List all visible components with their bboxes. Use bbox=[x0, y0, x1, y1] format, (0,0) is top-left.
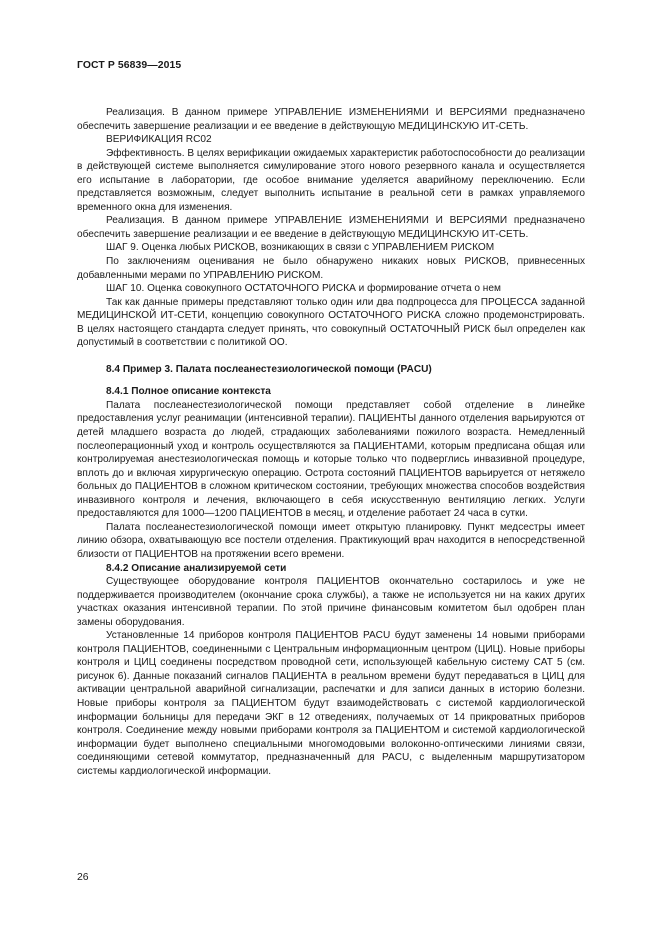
section-8-4-2-heading: 8.4.2 Описание анализируемой сети bbox=[106, 562, 287, 574]
section-8-4-heading: 8.4 Пример 3. Палата послеанестезиологической помощи (PACU) bbox=[106, 363, 432, 375]
paragraph-step-10: Так как данные примеры представляют только один или два подпроцесса для ПРОЦЕССА заданной МЕДИЦИНСКОЙ ИТ-СЕТИ, концепцию совокупного ОСТАТОЧНОГО РИСКА сложно продемонстрировать. В целях настоящего стандарта следует принять, что совокупный ОСТАТОЧНЫЙ РИСК был определен как допустимый в соответствии с политикой ОО. bbox=[77, 296, 585, 349]
paragraph-context-2: Палата послеанестезиологической помощи имеет открытую планировку. Пункт медсестры имеет линию обзора, охватывающую все постели отделения. Практикующий врач находится в непосредственной близости от ПАЦИЕНТОВ на протяжении всего времени. bbox=[77, 521, 585, 560]
step-10-heading: ШАГ 10. Оценка совокупного ОСТАТОЧНОГО РИСКА и формирование отчета о нем bbox=[106, 283, 501, 295]
paragraph-implementation-1: Реализация. В данном примере УПРАВЛЕНИЕ ИЗМЕНЕНИЯМИ И ВЕРСИЯМИ предназначено обеспечить завершение реализации и ее введение в действующую МЕДИЦИНСКУЮ ИТ-СЕТЬ. bbox=[77, 107, 585, 132]
step-9-heading: ШАГ 9. Оценка любых РИСКОВ, возникающих в связи с УПРАВЛЕНИЕМ РИСКОМ bbox=[106, 242, 495, 254]
paragraph-efficiency: Эффективность. В целях верификации ожидаемых характеристик работоспособности до реализации в действующей системе выполняется симулирование этого нового резервного канала и осуществляется его испытание в лаборатории, где особое внимание уделяется аварийному переключению. Если представляется возможным, следует выполнить испытание в реальной сети в рамках управляемого временного окна для изменения. bbox=[77, 147, 585, 213]
paragraph-network-1: Существующее оборудование контроля ПАЦИЕНТОВ окончательно состарилось и уже не поддерживается производителем (окончание срока службы), а также не используется ни на каких других участках оказания интенсивной терапии. По этой причине финансовым комитетом был одобрен план замены оборудования. bbox=[77, 576, 585, 628]
document-header: ГОСТ Р 56839—2015 bbox=[77, 60, 182, 71]
document-body bbox=[77, 106, 585, 778]
paragraph-implementation-2: Реализация. В данном примере УПРАВЛЕНИЕ ИЗМЕНЕНИЯМИ И ВЕРСИЯМИ предназначено обеспечить завершение реализации и ее введение в действующую МЕДИЦИНСКУЮ ИТ-СЕТЬ. bbox=[77, 215, 585, 240]
page-number: 26 bbox=[77, 872, 89, 883]
verification-label: ВЕРИФИКАЦИЯ RC02 bbox=[106, 134, 212, 146]
paragraph-step-9: По заключениям оценивания не было обнаружено никаких новых РИСКОВ, привнесенных добавленными мерами по УПРАВЛЕНИЮ РИСКОМ. bbox=[77, 256, 585, 281]
paragraph-context-1: Палата послеанестезиологической помощи представляет собой отделение в линейке предоставления услуг реанимации (интенсивной терапии). ПАЦИЕНТЫ данного отделения варьируются от детей младшего возраста до людей, страдающих заболеваниями пожилого возраста. Немедленный послеоперационный уход и контроль осуществляются за ПАЦИЕНТАМИ, которым предписана общая или контролируемая анестезиологическая помощь и которые только что подверглись инвазивной процедуре, вплоть до и включая хирургическую операцию. Острота состояний ПАЦИЕНТОВ варьируется от нетяжело больных до ПАЦИЕНТОВ в сложном критическом состоянии, требующих множества способов воздействия инвазивного контроля и лечения, включающего в себя искусственную вентиляцию легких. Услуги предоставляются для 1000—1200 ПАЦИЕНТОВ в месяц, и отделение работает 24 часа в сутки. bbox=[77, 399, 585, 520]
paragraph-network-2: Установленные 14 приборов контроля ПАЦИЕНТОВ PACU будут заменены 14 новыми приборами контроля ПАЦИЕНТОВ, соединенными с Центральным информационным центром (ЦИЦ). Новые приборы контроля и ЦИЦ соединены посредством проводной сети, использующей кабельную систему CAT 5 (см. рисунок 6). Данные показаний сигналов ПАЦИЕНТА в реальном времени будут передаваться в ЦИЦ для активации центральной аварийной сигнализации, распечатки и для записи данных в историю болезни. Новые приборы контроля за ПАЦИЕНТОМ будут взаимодействовать с системой кардиологической информации больницы для передачи ЭКГ в 12 отведениях, получаемых от 14 прикроватных приборов контроля. Соединение между новыми приборами контроля за ПАЦИЕНТОМ и системой кардиологической информации будет выполнено специальными многомодовыми волоконно-оптическими линиями связи, соединяющими сетевой коммутатор, предназначенный для PACU, с выделенным маршрутизатором системы кардиологической информации. bbox=[77, 630, 585, 777]
section-8-4-1-heading: 8.4.1 Полное описание контекста bbox=[106, 386, 271, 398]
